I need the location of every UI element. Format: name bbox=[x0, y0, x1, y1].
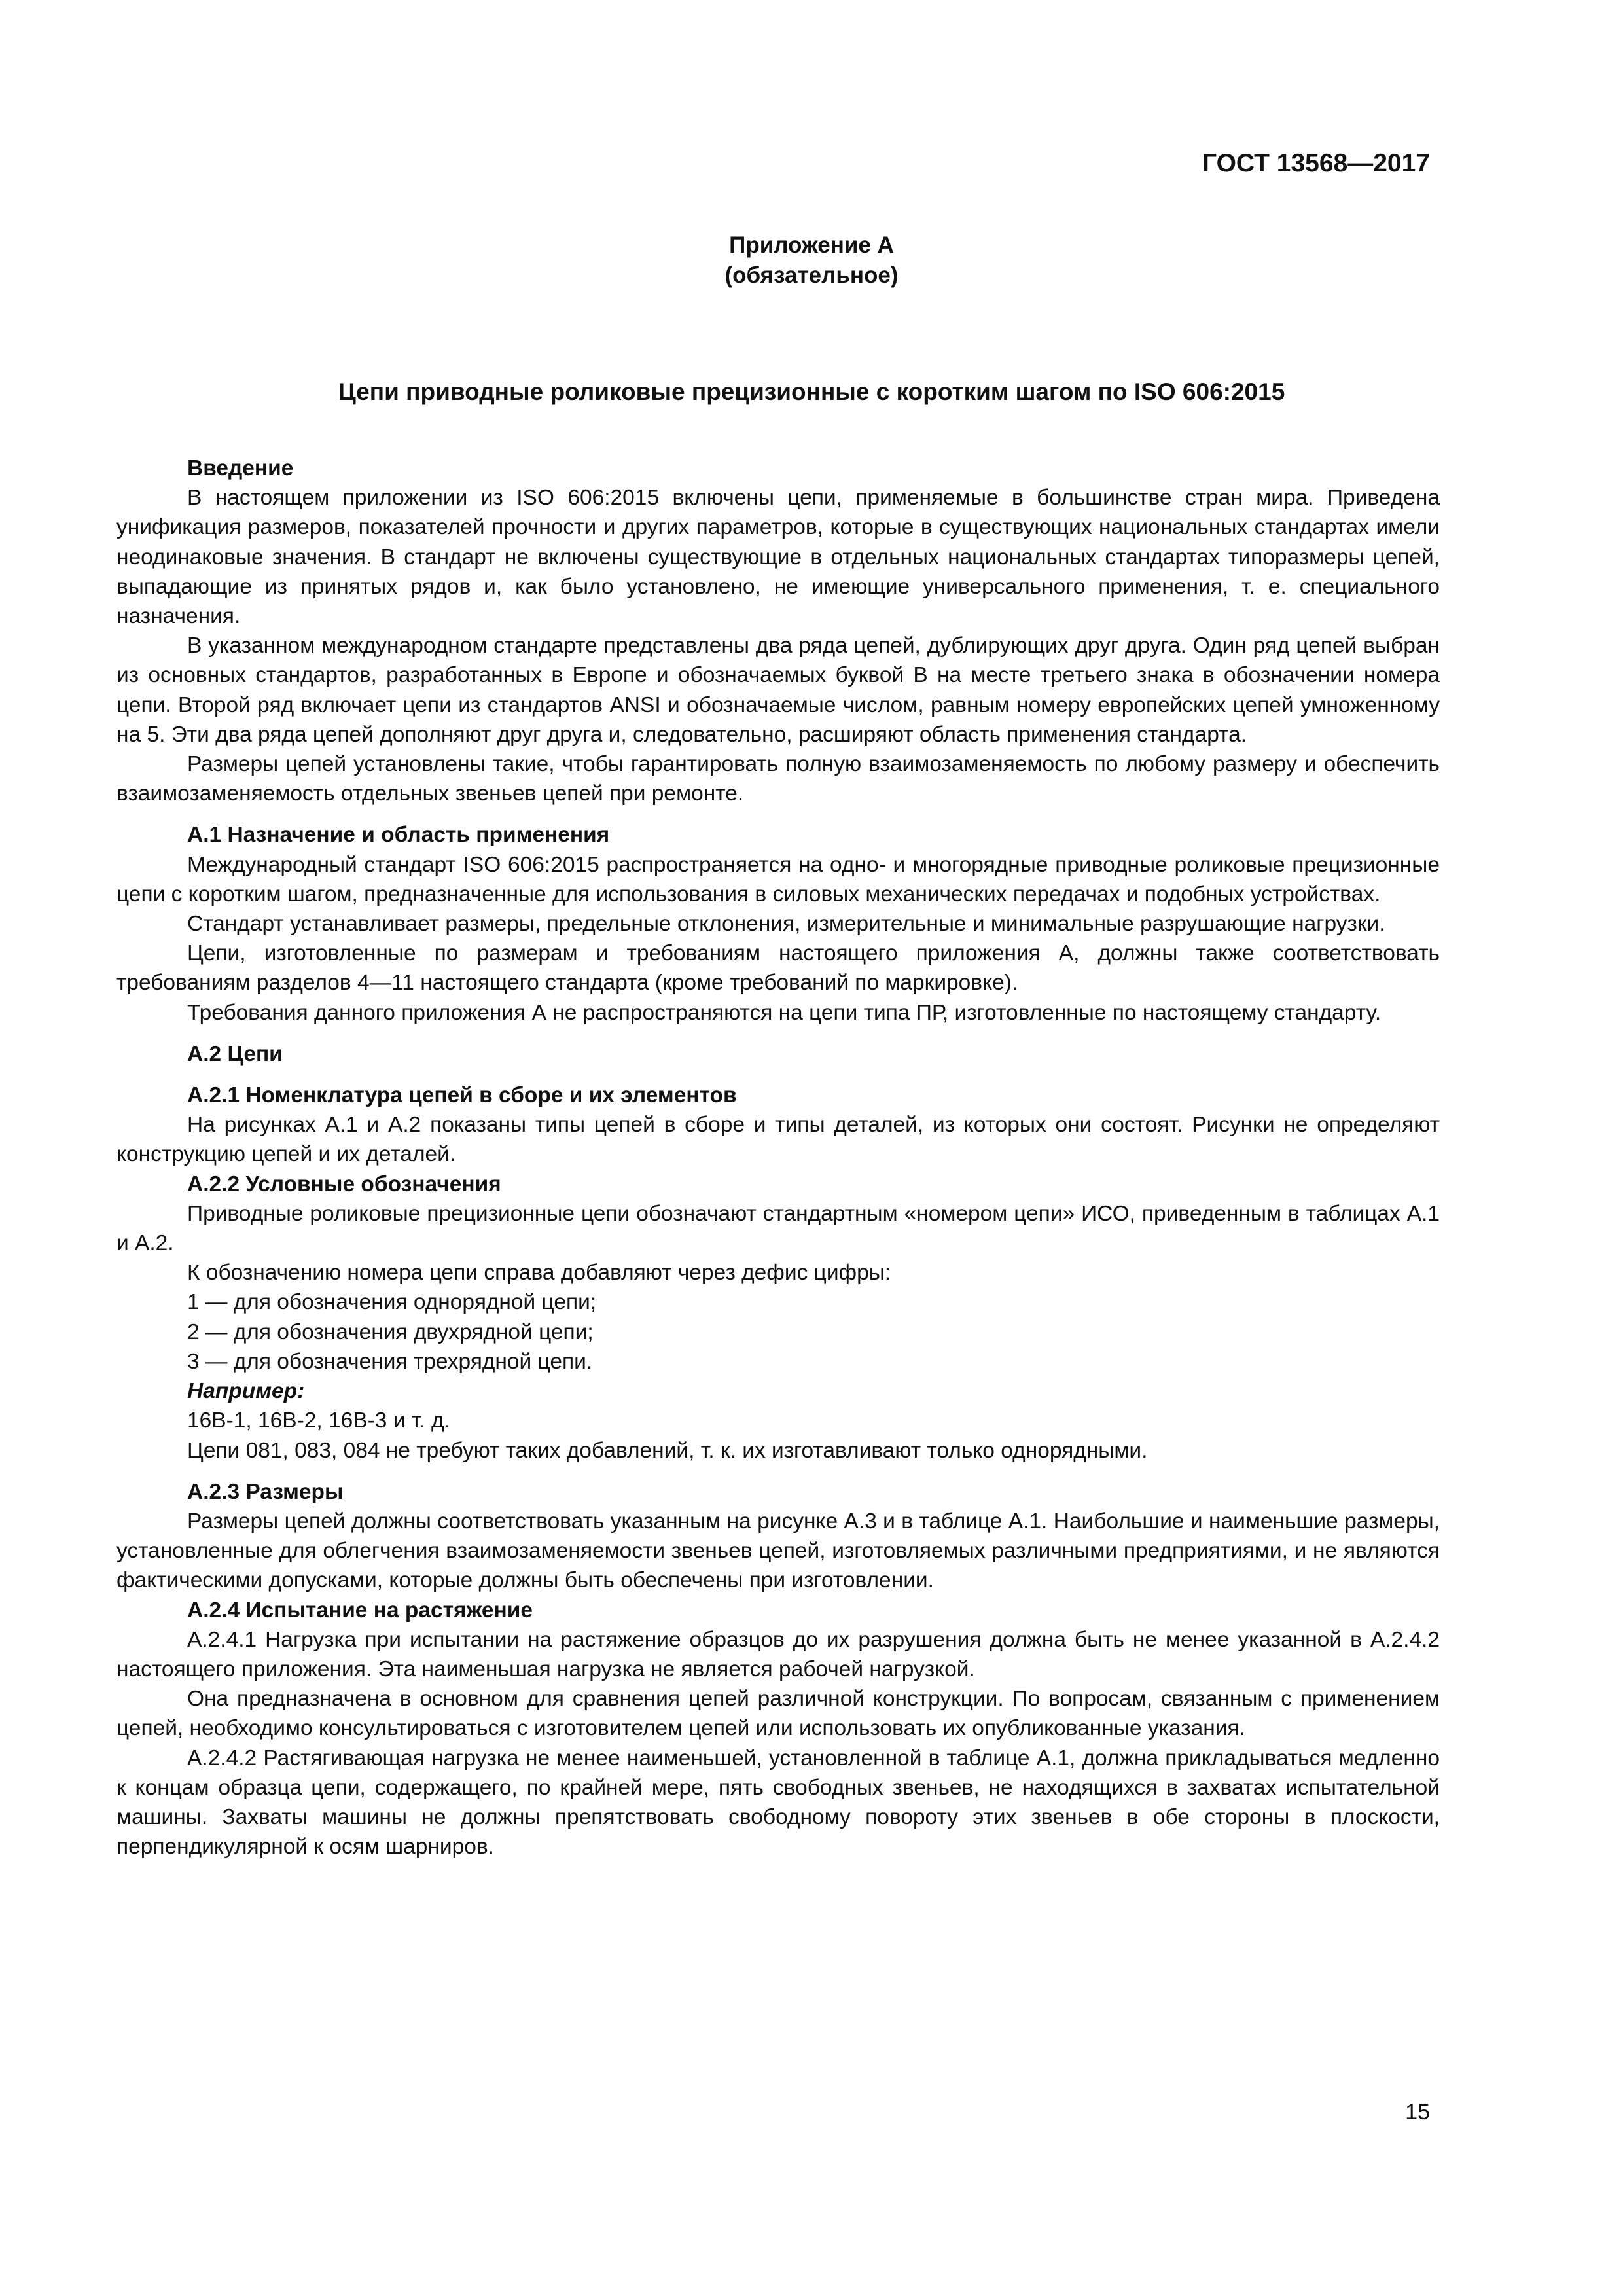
section-a23-paragraph-1: Размеры цепей должны соответствовать указанным на рисунке А.3 и в таблице А.1. Наибольшие и наименьшие размеры, установленные для облегчения взаимозаменяемости звеньев цепей, изготовляемых различными предприятиями, и не являются фактическими допусками, которые должны быть обеспечены при изготовлении. bbox=[116, 1509, 1440, 1593]
section-a1-paragraph-1: Международный стандарт ISO 606:2015 распространяется на одно- и многорядные приводные роликовые прецизионные цепи с коротким шагом, предназначенные для использования в силовых механических передачах и подобных устройствах. bbox=[116, 852, 1440, 906]
list-item: 3 — для обозначения трехрядной цепи. bbox=[187, 1349, 593, 1374]
section-a22-heading: А.2.2 Условные обозначения bbox=[187, 1172, 501, 1196]
section-a1-heading: А.1 Назначение и область применения bbox=[187, 823, 610, 848]
section-a1-paragraph-3: Цепи, изготовленные по размерам и требованиям настоящего приложения А, должны также соответствовать требованиям разделов 4—11 настоящего стандарта (кроме требований по маркировке). bbox=[116, 941, 1440, 996]
section-a24-paragraph-1: А.2.4.1 Нагрузка при испытании на растяжение образцов до их разрушения должна быть не менее указанной в А.2.4.2 настоящего приложения. Эта наименьшая нагрузка не является рабочей нагрузкой. bbox=[116, 1627, 1440, 1681]
page-number: 15 bbox=[1405, 2100, 1430, 2125]
appendix-heading bbox=[0, 230, 1623, 291]
section-a1-paragraph-2: Стандарт устанавливает размеры, предельные отклонения, измерительные и минимальные разрушающие нагрузки. bbox=[187, 912, 1385, 937]
intro-paragraph-2: В указанном международном стандарте представлены два ряда цепей, дублирующих друг друга. Один ряд цепей выбран из основных стандартов, разработанных в Европе и обозначаемых буквой В на месте третьего знака в обозначении номера цепи. Второй ряд включает цепи из стандартов ANSI и обозначаемые числом, равным номеру европейских цепей умноженному на 5. Эти два ряда цепей дополняют друг друга и, следовательно, расширяют область применения стандарта. bbox=[116, 634, 1440, 747]
section-a2-heading: А.2 Цепи bbox=[187, 1041, 283, 1066]
section-a23-heading: А.2.3 Размеры bbox=[187, 1479, 344, 1504]
intro-heading: Введение bbox=[187, 456, 294, 480]
section-a22-paragraph-1: Приводные роликовые прецизионные цепи обозначают стандартным «номером цепи» ИСО, приведенным в таблицах А.1 и А.2. bbox=[116, 1201, 1440, 1256]
list-item: 2 — для обозначения двухрядной цепи; bbox=[187, 1319, 594, 1344]
section-a21-paragraph-1: На рисунках А.1 и А.2 показаны типы цепей в сборе и типы деталей, из которых они состоят. Рисунки не определяют конструкцию цепей и их деталей. bbox=[116, 1113, 1440, 1167]
section-a21-heading: А.2.1 Номенклатура цепей в сборе и их элементов bbox=[187, 1083, 737, 1108]
document-title: Цепи приводные роликовые прецизионные с коротким шагом по ISO 606:2015 bbox=[338, 378, 1285, 405]
example-line-2: Цепи 081, 083, 084 не требуют таких добавлений, т. к. их изготавливают только однорядными. bbox=[187, 1438, 1148, 1463]
document-code: ГОСТ 13568—2017 bbox=[1202, 149, 1430, 177]
list-item: 1 — для обозначения однорядной цепи; bbox=[187, 1290, 597, 1315]
appendix-status: (обязательное) bbox=[724, 262, 899, 288]
section-a22-paragraph-2: К обозначению номера цепи справа добавляют через дефис цифры: bbox=[187, 1261, 891, 1285]
section-a24-paragraph-3: А.2.4.2 Растягивающая нагрузка не менее наименьшей, установленной в таблице А.1, должна прикладываться медленно к концам образца цепи, содержащего, по крайней мере, пять свободных звеньев, не находящихся в захватах испытательной машины. Захваты машины не должны препятствовать свободному повороту этих звеньев в обе стороны в плоскости, перпендикулярной к осям шарниров. bbox=[116, 1746, 1440, 1859]
section-a1-paragraph-4: Требования данного приложения А не распространяются на цепи типа ПР, изготовленные по настоящему стандарту. bbox=[187, 1000, 1382, 1025]
document-body bbox=[116, 454, 1440, 1861]
appendix-label: Приложение А bbox=[729, 232, 894, 258]
section-a24-heading: А.2.4 Испытание на растяжение bbox=[187, 1598, 533, 1623]
intro-paragraph-3: Размеры цепей установлены такие, чтобы гарантировать полную взаимозаменяемость по любому размеру и обеспечить взаимозаменяемость отдельных звеньев цепей при ремонте. bbox=[116, 752, 1440, 806]
example-line-1: 16В-1, 16В-2, 16В-3 и т. д. bbox=[187, 1408, 450, 1433]
section-a24-paragraph-2: Она предназначена в основном для сравнения цепей различной конструкции. По вопросам, связанным с применением цепей, необходимо консультироваться с изготовителем цепей или использовать их опубликованные указания. bbox=[116, 1687, 1440, 1741]
intro-paragraph-1: В настоящем приложении из ISO 606:2015 включены цепи, применяемые в большинстве стран мира. Приведена унификация размеров, показателей прочности и других параметров, которые в существующих национальных стандартах имели неодинаковые значения. В стандарт не включены существующие в отдельных национальных стандартах типоразмеры цепей, выпадающие из принятых рядов и, как было установлено, не имеющие универсального применения, т. е. специального назначения. bbox=[116, 486, 1440, 629]
example-label: Например: bbox=[187, 1379, 305, 1404]
